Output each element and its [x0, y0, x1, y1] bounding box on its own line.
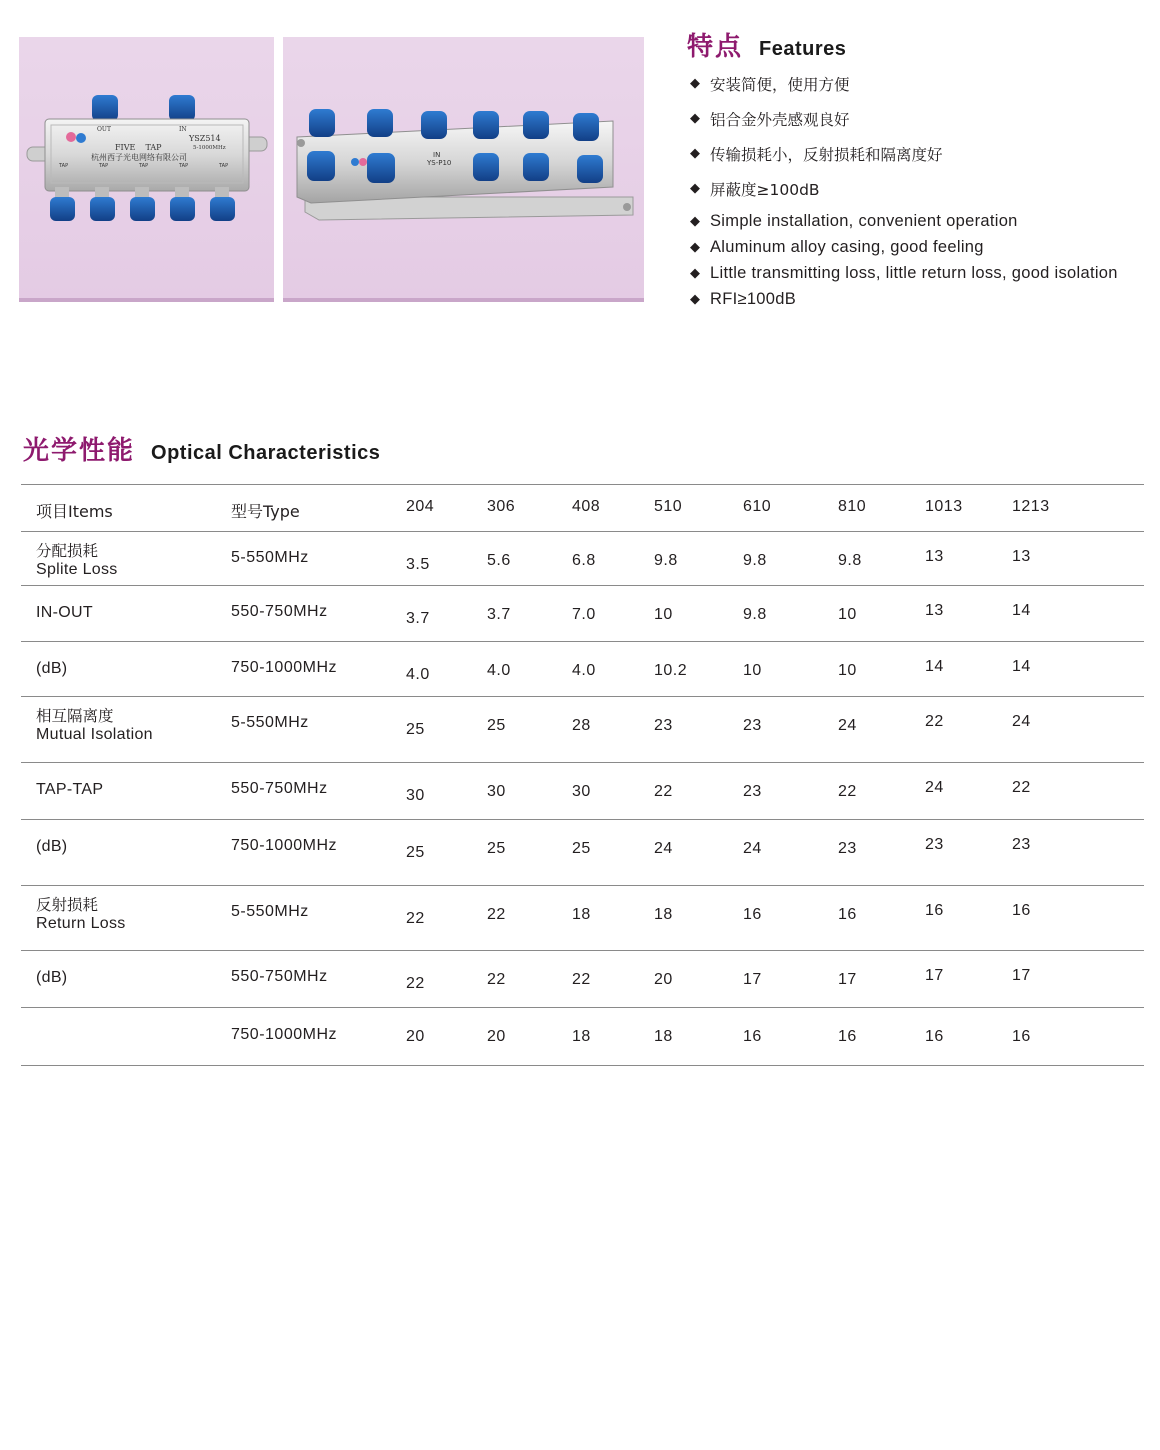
features-list-en [690, 208, 1118, 312]
row-item-label [36, 659, 67, 678]
table-cell-value: 17 [743, 971, 762, 988]
in-label: IN [433, 151, 441, 159]
table-cell-value: 16 [838, 906, 857, 923]
row-frequency-band: 5-550MHz [231, 714, 309, 731]
table-cell-value: 16 [925, 1028, 944, 1045]
table-cell-value: 20 [406, 1028, 425, 1045]
header-model: 1013 [925, 498, 963, 515]
row-frequency-band: 750-1000MHz [231, 837, 337, 854]
table-cell-value: 23 [1012, 836, 1031, 853]
table-cell-value: 3.7 [487, 606, 511, 623]
header-model: 408 [572, 498, 601, 515]
table-cell-value: 3.7 [406, 610, 430, 627]
table-cell-value: 25 [487, 840, 506, 857]
table-row [21, 951, 1144, 1008]
table-cell-value: 23 [654, 717, 673, 734]
table-cell-value: 4.0 [487, 662, 511, 679]
tap-label: TAP [99, 163, 109, 169]
header-model: 306 [487, 498, 516, 515]
table-cell-value: 13 [1012, 548, 1031, 565]
table-row [21, 763, 1144, 820]
optical-characteristics-table [21, 484, 1144, 1066]
table-cell-value: 22 [572, 971, 591, 988]
features-title-en: Features [759, 38, 847, 60]
header-model: 204 [406, 498, 435, 515]
table-cell-value: 22 [654, 783, 673, 800]
table-cell-value: 22 [487, 971, 506, 988]
table-cell-value: 5.6 [487, 552, 511, 569]
table-cell-value: 24 [838, 717, 857, 734]
table-cell-value: 4.0 [572, 662, 596, 679]
table-cell-value: 22 [406, 910, 425, 927]
brand-logo-mark [66, 132, 76, 142]
table-cell-value: 30 [487, 783, 506, 800]
table-cell-value: 23 [743, 717, 762, 734]
row-item-label [36, 707, 153, 744]
row-item-label [36, 603, 93, 622]
row-item-en: (dB) [36, 660, 68, 677]
table-header-row [21, 484, 1144, 532]
optical-heading [23, 430, 380, 467]
row-item-en: (dB) [36, 838, 68, 855]
table-cell-value: 18 [572, 906, 591, 923]
table-cell-value: 22 [487, 906, 506, 923]
feature-item: ◆ Aluminum alloy casing, good feeling [690, 237, 984, 256]
table-cell-value: 18 [654, 906, 673, 923]
table-cell-value: 6.8 [572, 552, 596, 569]
table-cell-value: 22 [406, 975, 425, 992]
table-cell-value: 13 [925, 602, 944, 619]
table-cell-value: 24 [743, 840, 762, 857]
five-tap-splitter-photo [19, 37, 274, 302]
table-cell-value: 20 [487, 1028, 506, 1045]
features-heading [687, 26, 846, 63]
table-cell-value: 7.0 [572, 606, 596, 623]
row-item-en: Mutual Isolation [36, 726, 153, 743]
row-frequency-band: 550-750MHz [231, 603, 328, 620]
table-cell-value: 22 [925, 713, 944, 730]
frequency-label: 5-1000MHz [193, 145, 226, 151]
table-cell-value: 17 [1012, 967, 1031, 984]
table-cell-value: 13 [925, 548, 944, 565]
row-item-en: Return Loss [36, 915, 126, 932]
row-item-label [36, 896, 126, 933]
tap-label: TAP [179, 163, 189, 169]
row-item-label [36, 837, 67, 856]
diamond-bullet-icon: ◆ [690, 111, 700, 126]
optical-title-en: Optical Characteristics [151, 442, 381, 464]
row-item-en: TAP-TAP [36, 781, 104, 798]
brand-logo-mark [351, 158, 359, 166]
diamond-bullet-icon: ◆ [690, 213, 701, 228]
table-row [21, 886, 1144, 951]
table-cell-value: 22 [1012, 779, 1031, 796]
row-item-cn: 分配损耗 [36, 542, 99, 560]
table-cell-value: 3.5 [406, 556, 430, 573]
diamond-bullet-icon: ◆ [690, 146, 700, 161]
diamond-bullet-icon: ◆ [690, 291, 701, 306]
table-cell-value: 30 [406, 787, 425, 804]
table-cell-value: 10 [743, 662, 762, 679]
diamond-bullet-icon: ◆ [690, 181, 700, 196]
table-cell-value: 16 [1012, 902, 1031, 919]
table-cell-value: 14 [1012, 602, 1031, 619]
ten-port-splitter-illustration [283, 37, 644, 298]
table-cell-value: 30 [572, 783, 591, 800]
table-cell-value: 16 [743, 1028, 762, 1045]
table-cell-value: 14 [1012, 658, 1031, 675]
table-row [21, 697, 1144, 763]
table-cell-value: 25 [406, 721, 425, 738]
table-cell-value: 25 [487, 717, 506, 734]
feature-item: ◆ Little transmitting loss, little return loss, good isolation [690, 263, 1118, 282]
row-frequency-band: 750-1000MHz [231, 1026, 337, 1043]
header-model: 1213 [1012, 498, 1050, 515]
features-list-cn [690, 66, 943, 206]
table-cell-value: 24 [925, 779, 944, 796]
table-cell-value: 10.2 [654, 662, 688, 679]
table-row [21, 1008, 1144, 1066]
table-cell-value: 4.0 [406, 666, 430, 683]
table-cell-value: 28 [572, 717, 591, 734]
table-cell-value: 25 [406, 844, 425, 861]
table-cell-value: 18 [654, 1028, 673, 1045]
table-cell-value: 24 [1012, 713, 1031, 730]
maker-label: 杭州西子光电网络有限公司 [91, 153, 187, 162]
feature-item: ◆ 传输损耗小，反射损耗和隔离度好 [690, 145, 943, 164]
table-cell-value: 16 [925, 902, 944, 919]
model-label: YSZ514 [189, 134, 221, 143]
features-title-cn: 特点 [687, 32, 744, 62]
ten-port-splitter-photo [283, 37, 644, 302]
table-cell-value: 23 [743, 783, 762, 800]
header-model: 610 [743, 498, 772, 515]
feature-item: ◆ 安装简便，使用方便 [690, 75, 850, 94]
row-item-cn: 反射损耗 [36, 896, 99, 914]
table-cell-value: 16 [838, 1028, 857, 1045]
table-cell-value: 16 [1012, 1028, 1031, 1045]
table-cell-value: 9.8 [743, 606, 767, 623]
feature-item: ◆ 屏蔽度≥100dB [690, 180, 820, 199]
table-cell-value: 10 [654, 606, 673, 623]
table-cell-value: 9.8 [654, 552, 678, 569]
row-frequency-band: 5-550MHz [231, 549, 309, 566]
row-item-en: (dB) [36, 969, 68, 986]
table-cell-value: 22 [838, 783, 857, 800]
table-row [21, 532, 1144, 586]
table-cell-value: 14 [925, 658, 944, 675]
row-item-label [36, 968, 67, 987]
table-cell-value: 20 [654, 971, 673, 988]
header-type: 型号Type [231, 502, 300, 521]
table-cell-value: 24 [654, 840, 673, 857]
row-frequency-band: 550-750MHz [231, 968, 328, 985]
optical-title-cn: 光学性能 [23, 436, 136, 466]
row-frequency-band: 550-750MHz [231, 780, 328, 797]
header-model: 810 [838, 498, 867, 515]
out-label: OUT [97, 126, 111, 133]
table-row [21, 820, 1144, 886]
table-cell-value: 23 [925, 836, 944, 853]
tap-label: TAP [139, 163, 149, 169]
tap-label: TAP [219, 163, 229, 169]
row-item-cn: 相互隔离度 [36, 707, 114, 725]
diamond-bullet-icon: ◆ [690, 76, 700, 91]
tap-label: TAP [59, 163, 69, 169]
product-title-label: FIVE TAP [115, 143, 162, 152]
row-frequency-band: 5-550MHz [231, 903, 309, 920]
table-cell-value: 17 [838, 971, 857, 988]
row-item-label [36, 780, 103, 799]
table-cell-value: 18 [572, 1028, 591, 1045]
five-tap-splitter-illustration [19, 37, 274, 298]
table-cell-value: 10 [838, 662, 857, 679]
feature-item: ◆ RFI≥100dB [690, 289, 797, 308]
header-items: 项目Items [36, 502, 113, 521]
table-row [21, 586, 1144, 642]
table-cell-value: 10 [838, 606, 857, 623]
table-row [21, 642, 1144, 697]
row-item-en: IN-OUT [36, 604, 93, 621]
row-item-label [36, 542, 118, 579]
row-item-en: Splite Loss [36, 561, 118, 578]
header-model: 510 [654, 498, 683, 515]
tap-connectors [50, 187, 235, 221]
table-cell-value: 25 [572, 840, 591, 857]
feature-item: ◆ 铝合金外壳感观良好 [690, 110, 850, 129]
table-cell-value: 17 [925, 967, 944, 984]
in-label: IN [179, 126, 187, 133]
row-frequency-band: 750-1000MHz [231, 659, 337, 676]
table-cell-value: 16 [743, 906, 762, 923]
diamond-bullet-icon: ◆ [690, 265, 701, 280]
table-cell-value: 9.8 [743, 552, 767, 569]
feature-item: ◆ Simple installation, convenient operation [690, 211, 1018, 230]
diamond-bullet-icon: ◆ [690, 239, 701, 254]
model-label: YS-P10 [427, 159, 452, 167]
table-cell-value: 23 [838, 840, 857, 857]
table-cell-value: 9.8 [838, 552, 862, 569]
